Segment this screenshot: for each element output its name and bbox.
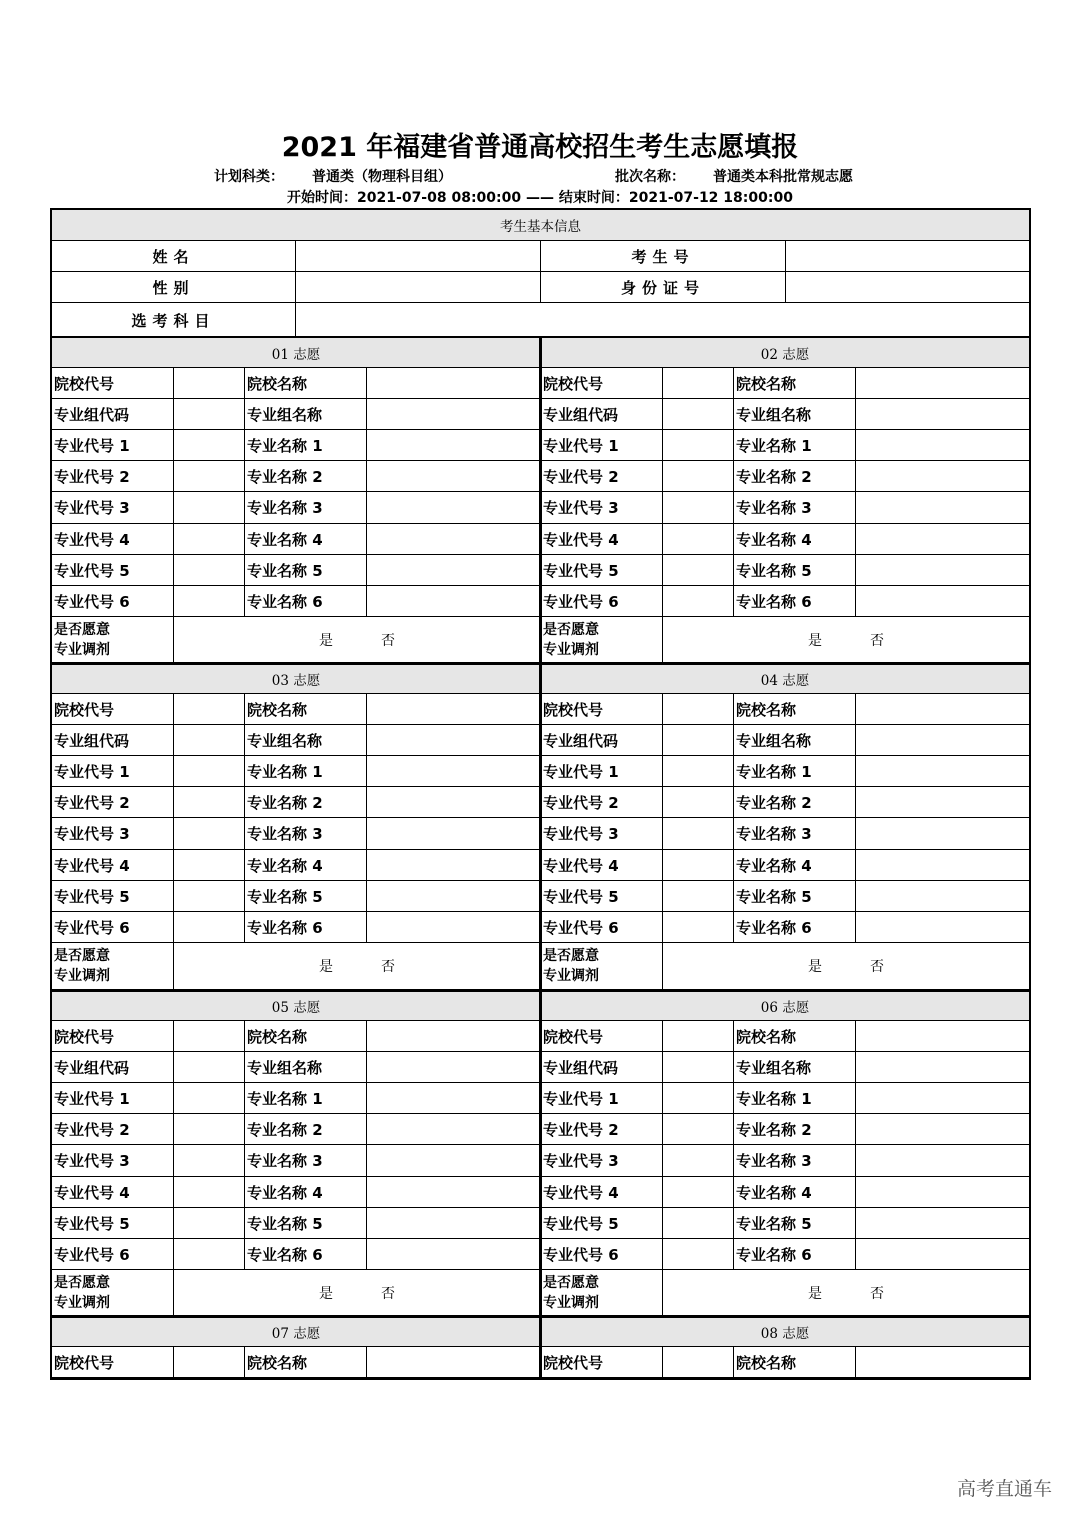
name-label: 专业名称 4 xyxy=(244,1176,367,1208)
name-label: 专业名称 5 xyxy=(733,554,856,586)
name-input[interactable] xyxy=(366,1020,541,1052)
code-label: 专业代号 5 xyxy=(540,880,663,912)
code-input[interactable] xyxy=(662,398,734,430)
name-input[interactable] xyxy=(366,880,541,912)
code-input[interactable] xyxy=(662,786,734,818)
name-input[interactable] xyxy=(855,1113,1030,1145)
name-label: 院校名称 xyxy=(244,367,367,399)
name-input[interactable] xyxy=(366,1082,541,1114)
name-input[interactable] xyxy=(366,724,541,756)
name-label: 专业组名称 xyxy=(733,1051,856,1083)
name-input[interactable] xyxy=(855,755,1030,787)
code-input[interactable] xyxy=(173,880,245,912)
code-input[interactable] xyxy=(173,1207,245,1239)
code-input[interactable] xyxy=(662,1020,734,1052)
name-input[interactable] xyxy=(855,491,1030,524)
name-input[interactable] xyxy=(366,755,541,787)
plan-label: 计划科类： xyxy=(214,169,284,185)
adjust-label xyxy=(51,616,174,664)
start-time: 2021-07-08 08:00:00 xyxy=(357,190,522,206)
name-input[interactable] xyxy=(366,817,541,850)
name-label: 专业名称 5 xyxy=(733,1207,856,1239)
name-input[interactable] xyxy=(366,585,541,617)
adjust-label-line2: 专业调剂 xyxy=(54,1295,110,1311)
name-label: 专业名称 3 xyxy=(244,1144,367,1177)
adjust-label-line2: 专业调剂 xyxy=(543,1295,599,1311)
code-input[interactable] xyxy=(662,367,734,399)
adjust-label xyxy=(51,942,174,990)
code-label: 专业代号 2 xyxy=(51,460,174,492)
code-label: 院校代号 xyxy=(51,1020,174,1052)
code-label: 专业代号 4 xyxy=(51,1176,174,1208)
plan-type xyxy=(214,166,452,188)
subjects-field[interactable] xyxy=(295,302,1030,338)
code-label: 专业组代码 xyxy=(51,724,174,756)
code-input[interactable] xyxy=(173,1113,245,1145)
code-label: 专业代号 1 xyxy=(51,755,174,787)
code-label: 专业代号 3 xyxy=(51,491,174,524)
id-label: 身份证号 xyxy=(540,271,786,303)
code-input[interactable] xyxy=(173,554,245,586)
name-label: 院校名称 xyxy=(733,693,856,725)
adjust-options xyxy=(173,1269,541,1317)
name-input[interactable] xyxy=(855,554,1030,586)
name-input[interactable] xyxy=(855,1020,1030,1052)
name-input[interactable] xyxy=(855,1346,1030,1378)
code-input[interactable] xyxy=(662,849,734,881)
name-label: 专业名称 2 xyxy=(733,1113,856,1145)
name-input[interactable] xyxy=(366,693,541,725)
exam-no-label: 考生号 xyxy=(540,240,786,272)
adjust-yes-option[interactable]: 是 xyxy=(808,633,822,649)
name-input[interactable] xyxy=(366,849,541,881)
name-label: 专业名称 1 xyxy=(733,429,856,461)
code-label: 专业代号 6 xyxy=(51,1238,174,1270)
code-input[interactable] xyxy=(662,523,734,555)
name-label: 专业组名称 xyxy=(244,724,367,756)
name-label: 专业名称 4 xyxy=(244,523,367,555)
adjust-label-line1: 是否愿意 xyxy=(54,1275,110,1291)
code-label: 院校代号 xyxy=(51,1346,174,1378)
code-input[interactable] xyxy=(173,911,245,943)
name-label: 专业名称 5 xyxy=(733,880,856,912)
adjust-label-line1: 是否愿意 xyxy=(54,622,110,638)
batch-value: 普通类本科批常规志愿 xyxy=(713,169,853,185)
adjust-label-line1: 是否愿意 xyxy=(54,948,110,964)
adjust-no-option[interactable]: 否 xyxy=(381,633,395,649)
name-label: 专业名称 2 xyxy=(244,460,367,492)
name-label: 专业名称 4 xyxy=(733,849,856,881)
page-title: 2021 年福建省普通高校招生考生志愿填报 xyxy=(281,132,799,163)
code-label: 专业代号 4 xyxy=(540,523,663,555)
adjust-options xyxy=(662,616,1030,664)
adjust-options xyxy=(662,942,1030,990)
code-label: 院校代号 xyxy=(540,367,663,399)
code-input[interactable] xyxy=(662,554,734,586)
time-separator: —— xyxy=(526,190,554,206)
wish-header-1: 01 志愿 xyxy=(51,337,541,368)
name-label: 专业组名称 xyxy=(244,1051,367,1083)
name-input[interactable] xyxy=(855,367,1030,399)
name-input[interactable] xyxy=(855,724,1030,756)
name-input[interactable] xyxy=(366,429,541,461)
code-label: 专业代号 6 xyxy=(540,1238,663,1270)
name-label: 专业组名称 xyxy=(733,398,856,430)
adjust-label-line2: 专业调剂 xyxy=(54,642,110,658)
code-input[interactable] xyxy=(173,1346,245,1378)
adjust-no-option[interactable]: 否 xyxy=(870,959,884,975)
code-label: 专业代号 6 xyxy=(51,911,174,943)
code-input[interactable] xyxy=(173,367,245,399)
name-label: 专业名称 1 xyxy=(244,1082,367,1114)
name-input[interactable] xyxy=(855,585,1030,617)
code-input[interactable] xyxy=(662,1113,734,1145)
code-label: 专业代号 6 xyxy=(540,585,663,617)
code-input[interactable] xyxy=(173,755,245,787)
name-input[interactable] xyxy=(855,1144,1030,1177)
name-field[interactable] xyxy=(295,240,541,272)
name-input[interactable] xyxy=(366,1113,541,1145)
wish-header-8: 08 志愿 xyxy=(540,1316,1030,1347)
code-label: 专业代号 5 xyxy=(51,554,174,586)
name-input[interactable] xyxy=(855,460,1030,492)
code-label: 专业代号 1 xyxy=(51,429,174,461)
name-input[interactable] xyxy=(366,1144,541,1177)
adjust-label xyxy=(540,942,663,990)
name-label: 专业名称 5 xyxy=(244,1207,367,1239)
name-input[interactable] xyxy=(855,1082,1030,1114)
name-label: 院校名称 xyxy=(733,1020,856,1052)
name-label: 专业名称 4 xyxy=(244,849,367,881)
plan-value: 普通类（物理科目组） xyxy=(312,169,452,185)
name-input[interactable] xyxy=(855,1238,1030,1270)
code-input[interactable] xyxy=(173,398,245,430)
code-label: 专业代号 6 xyxy=(51,585,174,617)
name-label: 专业名称 5 xyxy=(244,880,367,912)
start-label: 开始时间： xyxy=(287,190,358,206)
code-input[interactable] xyxy=(662,1176,734,1208)
code-input[interactable] xyxy=(173,1238,245,1270)
code-input[interactable] xyxy=(173,849,245,881)
code-input[interactable] xyxy=(662,1144,734,1177)
subjects-label: 选考科目 xyxy=(51,302,296,338)
code-label: 院校代号 xyxy=(51,693,174,725)
name-input[interactable] xyxy=(366,398,541,430)
name-input[interactable] xyxy=(855,849,1030,881)
code-label: 专业组代码 xyxy=(51,1051,174,1083)
code-label: 院校代号 xyxy=(540,1020,663,1052)
adjust-label xyxy=(51,1269,174,1317)
code-input[interactable] xyxy=(173,817,245,850)
name-input[interactable] xyxy=(366,786,541,818)
wish-header-7: 07 志愿 xyxy=(51,1316,541,1347)
adjust-no-option[interactable]: 否 xyxy=(381,959,395,975)
name-label: 院校名称 xyxy=(733,367,856,399)
name-label: 专业名称 6 xyxy=(733,585,856,617)
name-label: 专业组名称 xyxy=(733,724,856,756)
name-input[interactable] xyxy=(366,367,541,399)
adjust-options xyxy=(662,1269,1030,1317)
batch-label: 批次名称： xyxy=(615,169,685,185)
name-label: 专业组名称 xyxy=(244,398,367,430)
adjust-options xyxy=(173,942,541,990)
code-label: 专业组代码 xyxy=(540,1051,663,1083)
name-label: 专业名称 6 xyxy=(733,911,856,943)
code-label: 专业代号 5 xyxy=(51,880,174,912)
adjust-yes-option[interactable]: 是 xyxy=(808,1286,822,1302)
name-label: 专业名称 6 xyxy=(244,1238,367,1270)
code-label: 院校代号 xyxy=(540,1346,663,1378)
name-input[interactable] xyxy=(366,460,541,492)
code-input[interactable] xyxy=(662,1207,734,1239)
name-label: 专业名称 2 xyxy=(244,1113,367,1145)
code-input[interactable] xyxy=(662,880,734,912)
adjust-label-line1: 是否愿意 xyxy=(543,1275,599,1291)
code-input[interactable] xyxy=(173,460,245,492)
name-input[interactable] xyxy=(855,1176,1030,1208)
code-label: 专业代号 3 xyxy=(540,817,663,850)
code-label: 专业代号 5 xyxy=(540,1207,663,1239)
code-label: 专业代号 3 xyxy=(51,1144,174,1177)
name-label: 院校名称 xyxy=(244,693,367,725)
wish-header-4: 04 志愿 xyxy=(540,663,1030,694)
code-label: 专业代号 2 xyxy=(51,786,174,818)
name-input[interactable] xyxy=(366,491,541,524)
name-input[interactable] xyxy=(855,786,1030,818)
code-input[interactable] xyxy=(173,1082,245,1114)
code-input[interactable] xyxy=(662,817,734,850)
code-label: 院校代号 xyxy=(51,367,174,399)
basic-info-header: 考生基本信息 xyxy=(51,209,1030,241)
adjust-label-line2: 专业调剂 xyxy=(543,968,599,984)
adjust-options xyxy=(173,616,541,664)
code-label: 院校代号 xyxy=(540,693,663,725)
code-label: 专业代号 1 xyxy=(540,429,663,461)
time-range xyxy=(0,187,1080,209)
wish-header-6: 06 志愿 xyxy=(540,990,1030,1021)
wish-header-3: 03 志愿 xyxy=(51,663,541,694)
code-label: 专业代号 1 xyxy=(51,1082,174,1114)
code-input[interactable] xyxy=(662,911,734,943)
adjust-yes-option[interactable]: 是 xyxy=(319,1286,333,1302)
code-input[interactable] xyxy=(173,429,245,461)
code-label: 专业代号 1 xyxy=(540,755,663,787)
code-label: 专业代号 2 xyxy=(540,460,663,492)
adjust-label-line2: 专业调剂 xyxy=(543,642,599,658)
code-label: 专业组代码 xyxy=(540,724,663,756)
name-label: 姓名 xyxy=(51,240,296,272)
name-input[interactable] xyxy=(855,911,1030,943)
name-input[interactable] xyxy=(366,1346,541,1378)
code-input[interactable] xyxy=(662,724,734,756)
adjust-label-line1: 是否愿意 xyxy=(543,948,599,964)
code-input[interactable] xyxy=(662,1082,734,1114)
end-label: 结束时间： xyxy=(558,190,629,206)
adjust-label xyxy=(540,1269,663,1317)
code-label: 专业代号 4 xyxy=(51,849,174,881)
name-input[interactable] xyxy=(855,1207,1030,1239)
code-input[interactable] xyxy=(173,1051,245,1083)
name-input[interactable] xyxy=(855,429,1030,461)
code-input[interactable] xyxy=(662,460,734,492)
name-label: 专业名称 4 xyxy=(733,1176,856,1208)
code-label: 专业代号 5 xyxy=(51,1207,174,1239)
name-label: 专业名称 1 xyxy=(733,1082,856,1114)
name-label: 专业名称 3 xyxy=(244,491,367,524)
gender-label: 性别 xyxy=(51,271,296,303)
adjust-label xyxy=(540,616,663,664)
name-input[interactable] xyxy=(366,1051,541,1083)
name-label: 专业名称 6 xyxy=(244,585,367,617)
name-input[interactable] xyxy=(855,523,1030,555)
code-input[interactable] xyxy=(173,1020,245,1052)
name-input[interactable] xyxy=(366,1238,541,1270)
code-input[interactable] xyxy=(662,491,734,524)
name-input[interactable] xyxy=(855,880,1030,912)
code-label: 专业组代码 xyxy=(51,398,174,430)
code-input[interactable] xyxy=(662,1346,734,1378)
name-input[interactable] xyxy=(366,911,541,943)
code-input[interactable] xyxy=(173,1176,245,1208)
code-label: 专业代号 4 xyxy=(51,523,174,555)
wish-header-5: 05 志愿 xyxy=(51,990,541,1021)
name-label: 院校名称 xyxy=(244,1346,367,1378)
adjust-yes-option[interactable]: 是 xyxy=(808,959,822,975)
adjust-yes-option[interactable]: 是 xyxy=(319,633,333,649)
adjust-label-line2: 专业调剂 xyxy=(54,968,110,984)
name-label: 专业名称 3 xyxy=(733,1144,856,1177)
code-input[interactable] xyxy=(662,585,734,617)
code-label: 专业代号 4 xyxy=(540,1176,663,1208)
name-label: 专业名称 1 xyxy=(244,429,367,461)
name-label: 专业名称 2 xyxy=(733,786,856,818)
name-label: 专业名称 2 xyxy=(244,786,367,818)
code-label: 专业代号 4 xyxy=(540,849,663,881)
code-input[interactable] xyxy=(173,523,245,555)
end-time: 2021-07-12 18:00:00 xyxy=(628,190,793,206)
code-label: 专业代号 5 xyxy=(540,554,663,586)
name-label: 专业名称 2 xyxy=(733,460,856,492)
code-input[interactable] xyxy=(662,1238,734,1270)
name-input[interactable] xyxy=(366,523,541,555)
code-input[interactable] xyxy=(662,1051,734,1083)
name-label: 专业名称 5 xyxy=(244,554,367,586)
name-input[interactable] xyxy=(366,1176,541,1208)
name-label: 专业名称 1 xyxy=(244,755,367,787)
code-label: 专业代号 3 xyxy=(540,491,663,524)
code-input[interactable] xyxy=(662,755,734,787)
batch-name xyxy=(615,166,853,188)
name-input[interactable] xyxy=(855,817,1030,850)
name-label: 专业名称 3 xyxy=(733,817,856,850)
name-label: 院校名称 xyxy=(244,1020,367,1052)
watermark: 高考直通车 xyxy=(956,1478,1052,1500)
code-label: 专业代号 3 xyxy=(51,817,174,850)
name-input[interactable] xyxy=(366,1207,541,1239)
code-input[interactable] xyxy=(173,585,245,617)
code-input[interactable] xyxy=(173,1144,245,1177)
adjust-no-option[interactable]: 否 xyxy=(870,633,884,649)
code-input[interactable] xyxy=(173,786,245,818)
name-input[interactable] xyxy=(855,693,1030,725)
name-label: 专业名称 3 xyxy=(244,817,367,850)
adjust-no-option[interactable]: 否 xyxy=(381,1286,395,1302)
code-label: 专业代号 2 xyxy=(51,1113,174,1145)
code-label: 专业组代码 xyxy=(540,398,663,430)
code-input[interactable] xyxy=(662,693,734,725)
name-label: 专业名称 6 xyxy=(733,1238,856,1270)
adjust-no-option[interactable]: 否 xyxy=(870,1286,884,1302)
code-input[interactable] xyxy=(173,491,245,524)
name-label: 专业名称 6 xyxy=(244,911,367,943)
name-label: 专业名称 4 xyxy=(733,523,856,555)
code-label: 专业代号 3 xyxy=(540,1144,663,1177)
name-input[interactable] xyxy=(366,554,541,586)
exam-no-field[interactable] xyxy=(785,240,1030,272)
wish-header-2: 02 志愿 xyxy=(540,337,1030,368)
adjust-yes-option[interactable]: 是 xyxy=(319,959,333,975)
code-label: 专业代号 6 xyxy=(540,911,663,943)
name-input[interactable] xyxy=(855,398,1030,430)
gender-field[interactable] xyxy=(295,271,541,303)
code-input[interactable] xyxy=(662,429,734,461)
name-label: 专业名称 3 xyxy=(733,491,856,524)
code-label: 专业代号 2 xyxy=(540,786,663,818)
code-input[interactable] xyxy=(173,693,245,725)
code-label: 专业代号 1 xyxy=(540,1082,663,1114)
code-input[interactable] xyxy=(173,724,245,756)
name-input[interactable] xyxy=(855,1051,1030,1083)
name-label: 专业名称 1 xyxy=(733,755,856,787)
code-label: 专业代号 2 xyxy=(540,1113,663,1145)
adjust-label-line1: 是否愿意 xyxy=(543,622,599,638)
id-field[interactable] xyxy=(785,271,1030,303)
name-label: 院校名称 xyxy=(733,1346,856,1378)
